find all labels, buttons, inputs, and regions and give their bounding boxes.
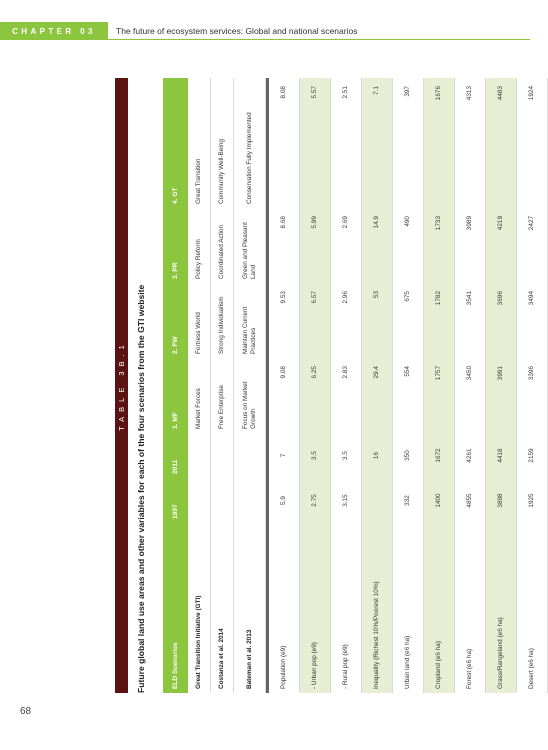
table-cell: Policy Reform [188, 208, 211, 283]
table-cell: 4483 [486, 78, 517, 208]
table-cell: 4219 [486, 208, 517, 283]
row-label: - Urban pop (e9) [300, 523, 331, 693]
table-cell: Coordinated Action [211, 208, 234, 283]
table-cell [362, 478, 393, 523]
table-cell: 1676 [424, 78, 455, 208]
column-header: 2011 [163, 433, 188, 478]
table-cell: 4855 [455, 478, 486, 523]
column-header: 4. GT [163, 78, 188, 208]
row-label: Cropland (e6 ha) [424, 523, 455, 693]
row-label: Bateman et al. 2013 [234, 523, 266, 693]
table-cell: 397 [393, 78, 424, 208]
table-cell: 3696 [486, 283, 517, 358]
column-header: 1. MF [163, 358, 188, 433]
table-cell [188, 433, 211, 478]
table-cell: 1733 [424, 208, 455, 283]
table-cell: 16 [362, 433, 393, 478]
table-cell: 3.5 [300, 433, 331, 478]
table-cell: 8.08 [269, 78, 300, 208]
chapter-title: The future of ecosystem services: Global and national scenarios [108, 22, 530, 40]
table-cell: 1400 [424, 478, 455, 523]
table-cell: 332 [393, 478, 424, 523]
table-cell: 1782 [424, 283, 455, 358]
row-label: Costanza et al. 2014 [211, 523, 234, 693]
table-cell: 675 [393, 283, 424, 358]
table-cell: 7 [269, 433, 300, 478]
table-cell: 6.57 [300, 283, 331, 358]
chapter-header [0, 22, 530, 40]
table-cell: 4313 [455, 78, 486, 208]
table-cell: 490 [393, 208, 424, 283]
scenario-table [163, 78, 548, 693]
chapter-label: CHAPTER 03 [0, 22, 108, 40]
rotated-table-container [115, 78, 536, 693]
row-label: Inequality (Richest 10%/Poorest 10%) [362, 523, 393, 693]
table-cell: Maintain Current Practices [234, 283, 266, 358]
table-cell: 9.53 [269, 283, 300, 358]
table-cell: 350 [393, 433, 424, 478]
table-cell: 2427 [517, 208, 548, 283]
table-cell: 5.99 [300, 208, 331, 283]
table-cell [234, 433, 266, 478]
table-cell: Strong Individualism [211, 283, 234, 358]
table-cell: 3450 [455, 358, 486, 433]
table-cell: 3.15 [331, 478, 362, 523]
table-cell: 2.83 [331, 358, 362, 433]
table-cell: 1757 [424, 358, 455, 433]
table-cell: 4261 [455, 433, 486, 478]
column-header: ELD Scenarios [163, 523, 188, 693]
table-cell: 29.4 [362, 358, 393, 433]
row-label: Urban land (e6 ha) [393, 523, 424, 693]
column-header: 1997 [163, 478, 188, 523]
table-cell: Great Transition [188, 78, 211, 208]
table-cell: 5.57 [300, 78, 331, 208]
table-cell: 8.68 [269, 208, 300, 283]
table-cell [234, 478, 266, 523]
table-cell: 9.08 [269, 358, 300, 433]
row-label: Great Transition Initiative (GTI) [188, 523, 211, 693]
row-label: - Rural pop (e9) [331, 523, 362, 693]
table-cell: Fortress World [188, 283, 211, 358]
table-cell: Focus on Market Growth [234, 358, 266, 433]
table-cell: 1925 [517, 478, 548, 523]
table-cell: 3.5 [331, 433, 362, 478]
row-label: Forest (e6 ha) [455, 523, 486, 693]
column-header: 3. PR [163, 208, 188, 283]
row-label: Population (e9) [269, 523, 300, 693]
table-cell: 3396 [517, 358, 548, 433]
table-cell: Green and Pleasant Land [234, 208, 266, 283]
row-label: Desert (e6 ha) [517, 523, 548, 693]
table-cell: 2.96 [331, 283, 362, 358]
table-cell [188, 478, 211, 523]
table-cell: 3494 [517, 283, 548, 358]
row-label: Grass/Rangeland (e6 ha) [486, 523, 517, 693]
table-cell: 1924 [517, 78, 548, 208]
table-cell: 2.69 [331, 208, 362, 283]
table-cell: 7.1 [362, 78, 393, 208]
table-cell: 4418 [486, 433, 517, 478]
table-cell: 3898 [486, 478, 517, 523]
page-number: 68 [20, 706, 32, 717]
table-cell: 2.75 [300, 478, 331, 523]
table-cell: 3989 [455, 208, 486, 283]
table-caption: TABLE 3B.1 [115, 78, 128, 693]
table-cell: 2159 [517, 433, 548, 478]
table-cell: 14.9 [362, 208, 393, 283]
table-cell: Free Enterprise [211, 358, 234, 433]
table-cell: 5.9 [269, 478, 300, 523]
table-cell: 554 [393, 358, 424, 433]
table-cell: 1672 [424, 433, 455, 478]
table-cell: 2.51 [331, 78, 362, 208]
table-cell: 3991 [486, 358, 517, 433]
table-cell: 53 [362, 283, 393, 358]
table-cell [211, 433, 234, 478]
table-cell: 3541 [455, 283, 486, 358]
table-cell: Conservation Fully Implemented [234, 78, 266, 208]
table-cell [211, 478, 234, 523]
table-cell: Community Well-Being [211, 78, 234, 208]
table-cell: Market Forces [188, 358, 211, 433]
table-title: Future global land use areas and other variables for each of the four scenarios from the GTI website [136, 284, 146, 693]
column-header: 2. FW [163, 283, 188, 358]
table-cell: 6.25 [300, 358, 331, 433]
